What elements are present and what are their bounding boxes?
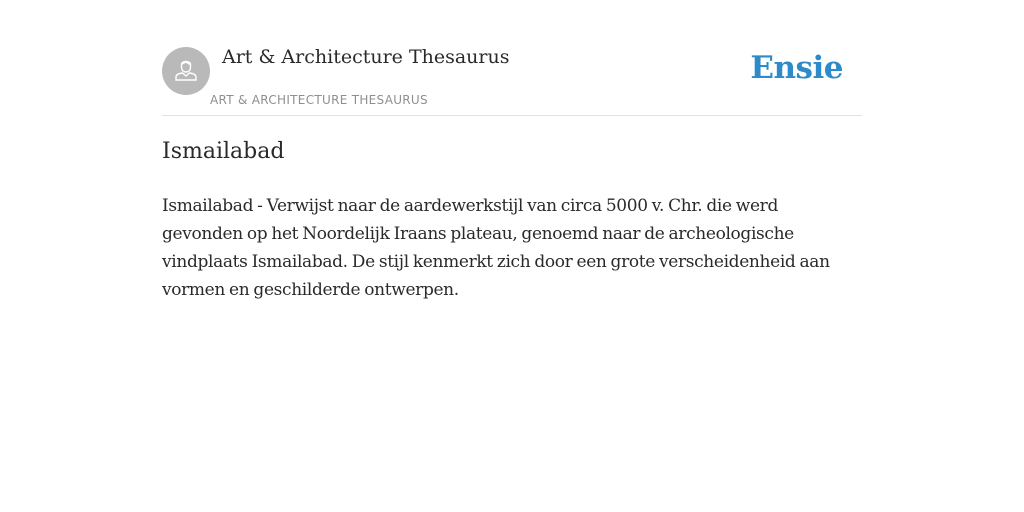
author-subtitle[interactable]: ART & ARCHITECTURE THESAURUS	[210, 93, 428, 107]
avatar[interactable]	[162, 47, 210, 95]
author-name[interactable]: Art & Architecture Thesaurus	[222, 46, 510, 68]
user-icon	[172, 55, 200, 88]
entry-card	[162, 0, 862, 512]
header-divider	[162, 115, 862, 116]
entry-title: Ismailabad	[162, 139, 285, 164]
brand-logo[interactable]: Ensie	[750, 50, 843, 86]
entry-definition: Ismailabad - Verwijst naar de aardewerkstijl van circa 5000 v. Chr. die werd gevonden op het Noordelijk Iraans plateau, genoemd naar de archeologische vindplaats Ismailabad. De stijl kenmerkt zich door een grote verscheidenheid aan vormen en geschilderde ontwerpen.	[162, 196, 830, 300]
